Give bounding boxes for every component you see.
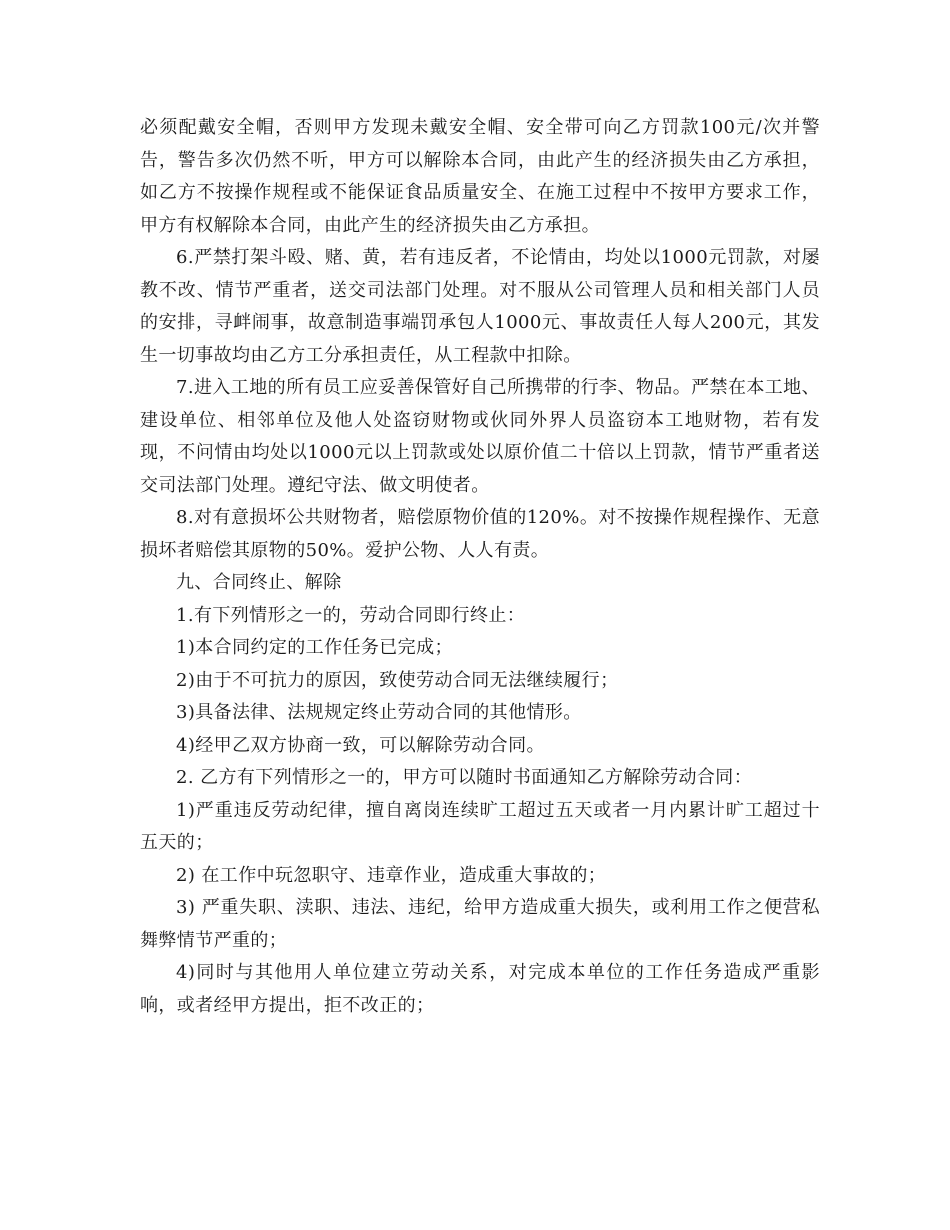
list-item-termination-1-1: 1)本合同约定的工作任务已完成； — [176, 637, 453, 658]
paragraph-termination-1: 1.有下列情形之一的，劳动合同即行终止： — [176, 604, 526, 626]
paragraph-termination-2: 2. 乙方有下列情形之一的，甲方可以随时书面通知乙方解除劳动合同： — [176, 767, 753, 788]
paragraph-clause-6: 6.严禁打架斗殴、赌、黄，若有违反者，不论情由，均处以1000元罚款，对屡教不改、情节严重者，送交司法部门处理。对不服从公司管理人员和相关部门人员的安排，寻衅闹事，故意制造事端罚承包人1000元、事故责任人每人200元，其发生一切事故均由乙方工分承担责任，从工程款中扣除。 — [140, 247, 820, 366]
list-item-termination-2-3: 3) 严重失职、渎职、违法、违纪，给甲方造成重大损失，或利用工作之便营私舞弊情节严重的； — [140, 897, 820, 951]
section-heading-termination: 九、合同终止、解除 — [176, 572, 342, 593]
list-item-termination-2-1: 1)严重违反劳动纪律，擅自离岗连续旷工超过五天或者一月内累计旷工超过十五天的； — [140, 799, 820, 853]
list-item-termination-1-2: 2)由于不可抗力的原因，致使劳动合同无法继续履行； — [176, 669, 619, 691]
list-item-termination-2-4: 4)同时与其他用人单位建立劳动关系，对完成本单位的工作任务造成严重影响，或者经甲方提出，拒不改正的； — [140, 962, 820, 1016]
paragraph-safety-helmet-clause: 必须配戴安全帽，否则甲方发现未戴安全帽、安全带可向乙方罚款100元/次并警告，警告多次仍然不听，甲方可以解除本合同，由此产生的经济损失由乙方承担，如乙方不按操作规程或不能保证食品质量安全、在施工过程中不按甲方要求工作，甲方有权解除本合同，由此产生的经济损失由乙方承担。 — [140, 117, 820, 236]
document-body — [140, 112, 820, 1022]
list-item-termination-2-2: 2) 在工作中玩忽职守、违章作业，造成重大事故的； — [176, 864, 607, 886]
list-item-termination-1-4: 4)经甲乙双方协商一致，可以解除劳动合同。 — [176, 734, 545, 756]
list-item-termination-1-3: 3)具备法律、法规规定终止劳动合同的其他情形。 — [176, 702, 582, 723]
paragraph-clause-7: 7.进入工地的所有员工应妥善保管好自己所携带的行李、物品。严禁在本工地、建设单位、相邻单位及他人处盗窃财物或伙同外界人员盗窃本工地财物，若有发现，不问情由均处以1000元以上罚款或处以原价值二十倍以上罚款，情节严重者送交司法部门处理。遵纪守法、做文明使者。 — [140, 377, 820, 496]
paragraph-clause-8: 8.对有意损坏公共财物者，赔偿原物价值的120%。对不按操作规程操作、无意损坏者赔偿其原物的50%。爱护公物、人人有责。 — [140, 507, 820, 561]
